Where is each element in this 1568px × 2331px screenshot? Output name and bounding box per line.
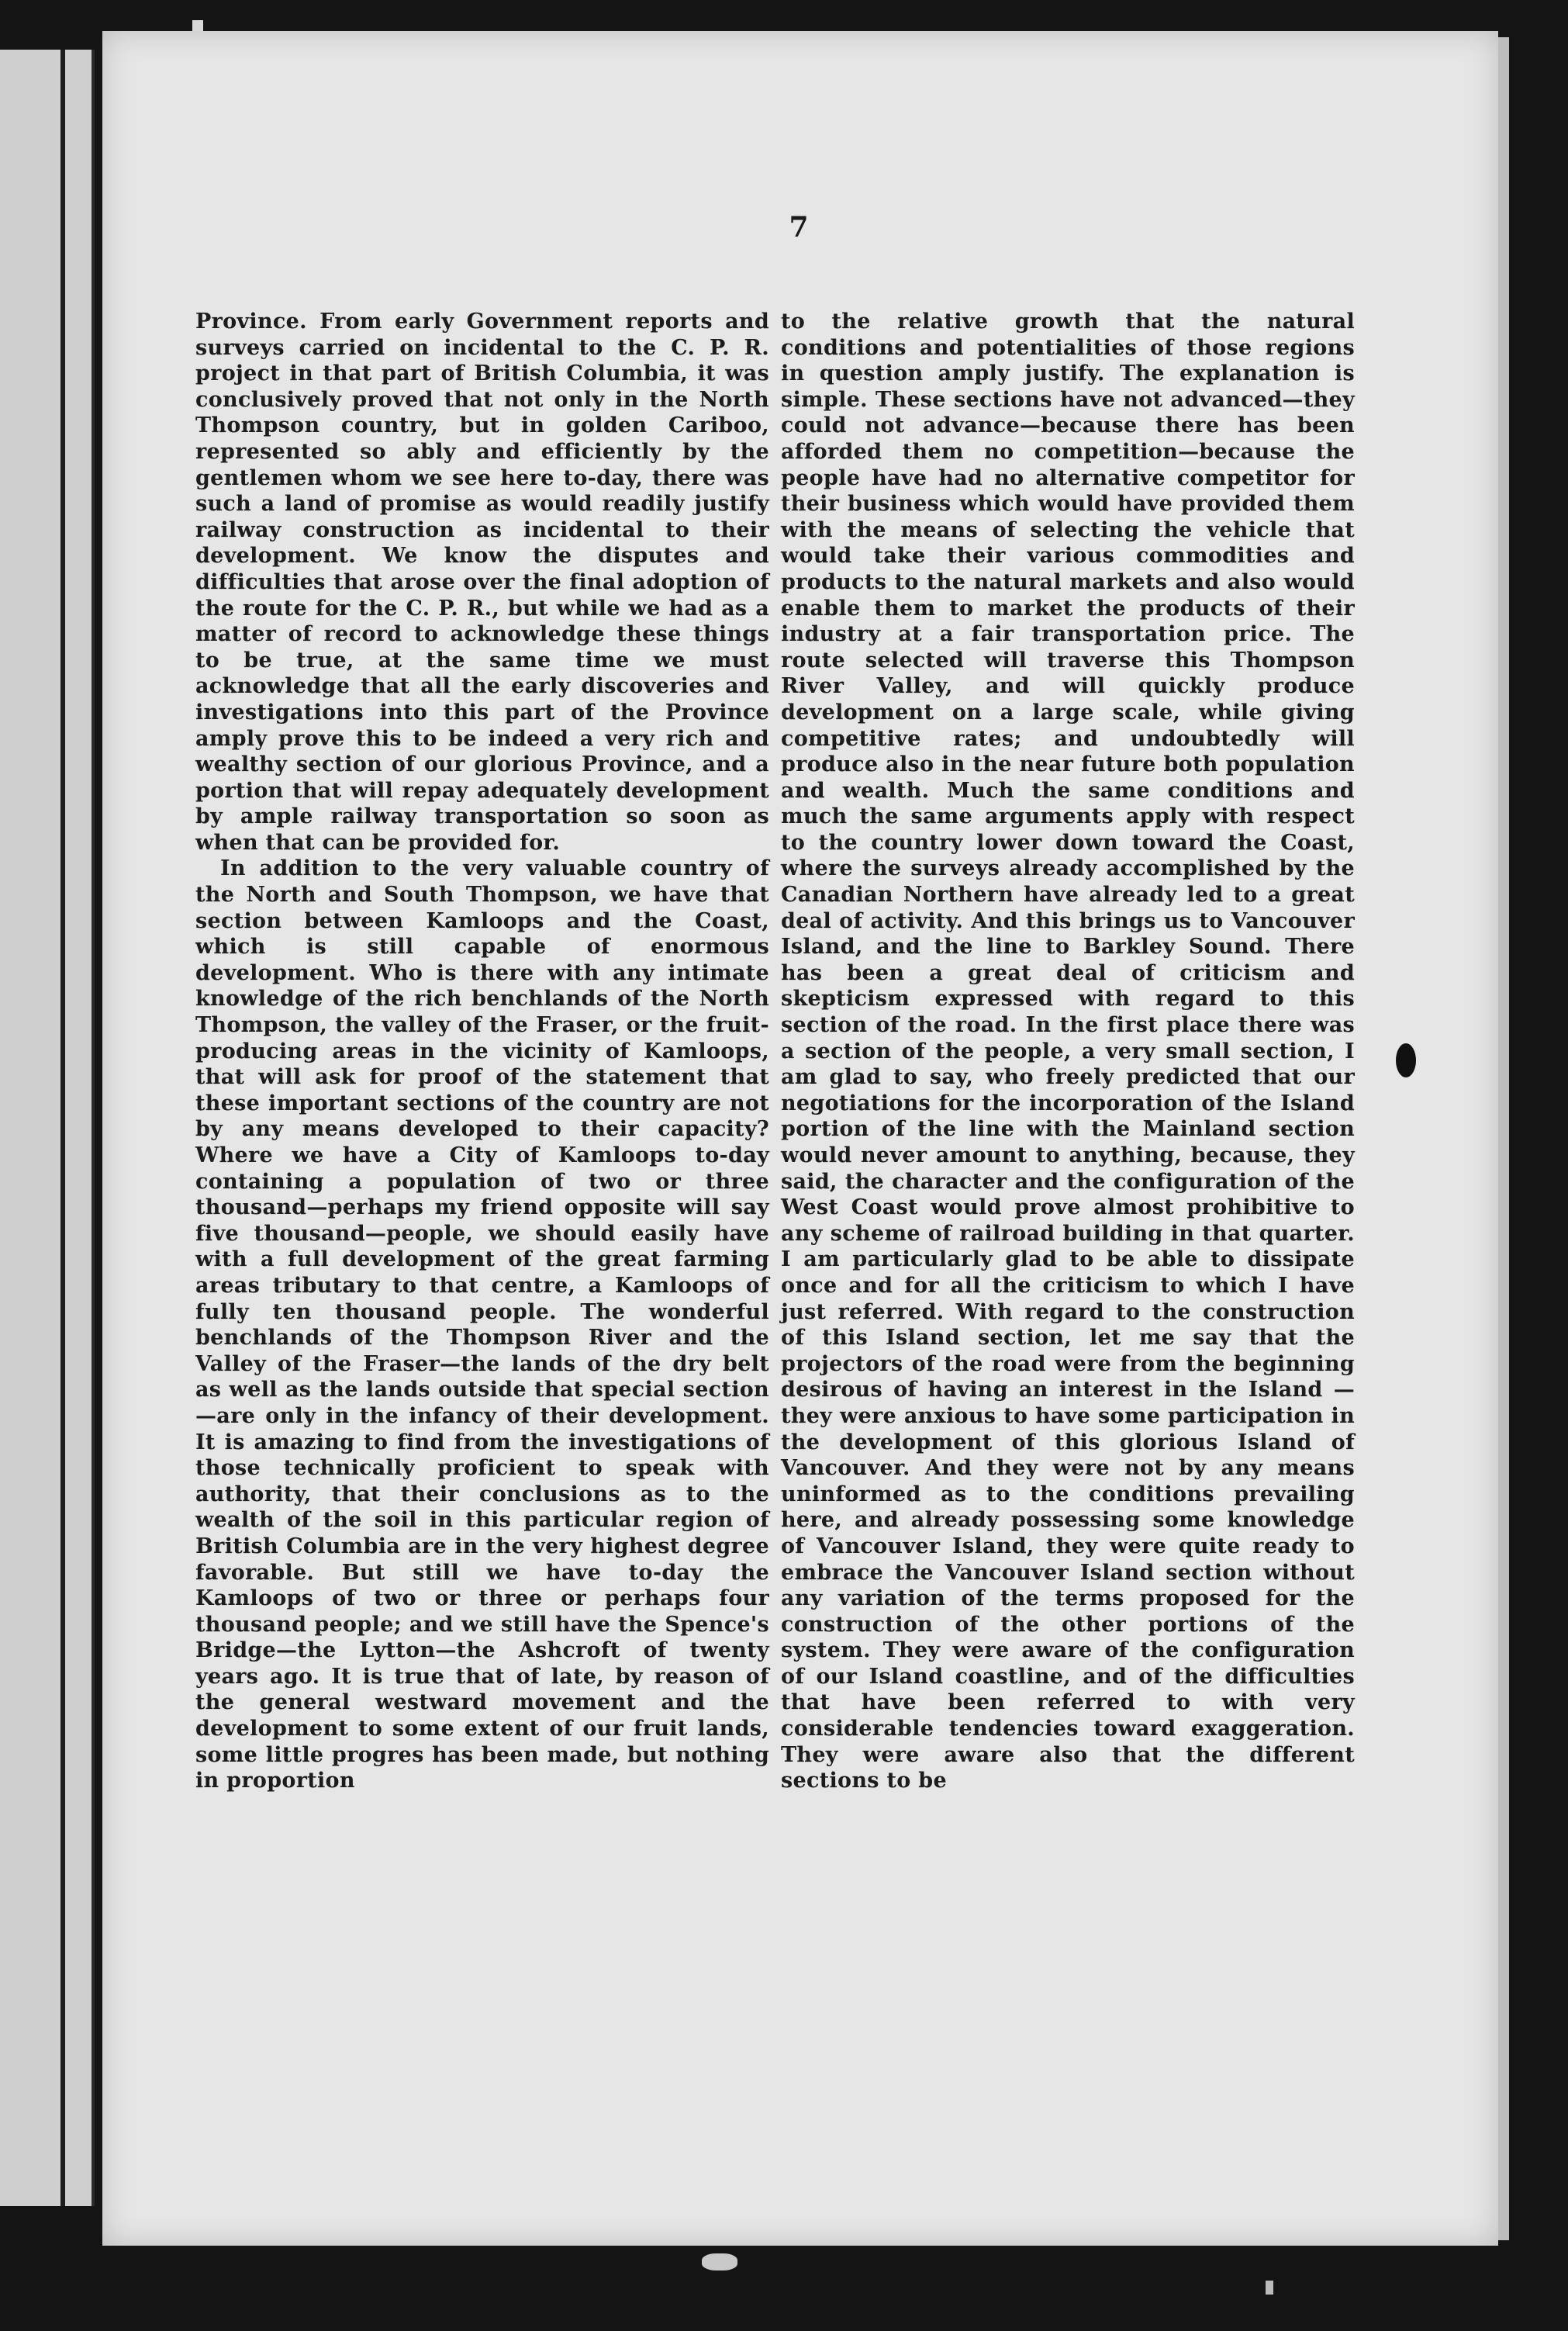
paragraph: to the relative growth that the natural conditions and potentialities of those regions in question amply justify. The explanation is simple. These sections have not advanced—they could not advance—because there has been afforded them no competition—because the people have had no alternative competitor for their business which would have provided them with the means of selecting the vehicle that would take their various commodities and products to the natural markets and also would enable them to market the products of their industry at a fair transportation price. The route selected will traverse this Thompson River Valley, and will quickly produce development on a large scale, while giving competitive rates; and undoubtedly will produce also in the near future both population and wealth. Much the same conditions and much the same arguments apply with respect to the country lower down toward the Coast, where the surveys already accomplished by the Canadian Northern have already led to a great deal of activity. And this brings us to Vancouver Island, and the line to Barkley Sound. There has been a great deal of criticism and skepticism expressed with regard to this section of the road. In the first place there was a section of the people, a very small section, I am glad to say, who freely predicted that our negotiations for the incorporation of the Island portion of the line with the Mainland section would never amount to anything, because, they said, the character and the configuration of the West Coast would prove almost prohibitive to any scheme of railroad building in that quarter. I am particularly glad to be able to dissipate once and for all the criticism to which I have just referred. With regard to the construction of this Island section, let me say that the projectors of the road were from the beginning desirous of having an interest in the Island — they were anxious to have some participation in the development of this glorious Island of Vancouver. And they were not by any means uninformed as to the conditions prevailing here, and already possessing some knowledge of Vancouver Island, they were quite ready to embrace the Vancouver Island section without any variation of the terms proposed for the construction of the other portions of the system. They were aware of the configuration of our Island coastline, and of the difficulties that have been referred to with very considerable tendencies toward exaggeration. They were aware also that the different sections to be	[781, 310, 1355, 1793]
paragraph: Province. From early Government reports and surveys carried on incidental to the C. P. R. project in that part of British Columbia, it was conclusively proved that not only in the North Thompson country, but in golden Cariboo, represented so ably and efficiently by the gentlemen whom we see here to-day, there was such a land of promise as would readily justify railway construction as incidental to their development. We know the disputes and difficulties that arose over the final adoption of the route for the C. P. R., but while we had as a matter of record to acknowledge these things to be true, at the same time we must acknowledge that all the early discoveries and investigations into this part of the Province amply prove this to be indeed a very rich and wealthy section of our glorious Province, and a portion that will repay adequately development by ample railway transportation so soon as when that can be provided for.	[195, 310, 769, 855]
left-text-column	[195, 309, 769, 1794]
previous-page-edge	[0, 50, 95, 2206]
paragraph: In addition to the very valuable country of the North and South Thompson, we have that section between Kamloops and the Coast, which is still capable of enormous development. Who is there with any intimate knowledge of the rich benchlands of the North Thompson, the valley of the Fraser, or the fruit-producing areas in the vicinity of Kamloops, that will ask for proof of the statement that these important sections of the country are not by any means developed to their capacity? Where we have a City of Kamloops to-day containing a population of two or three thousand—perhaps my friend opposite will say five thousand—people, we should easily have with a full development of the great farming areas tributary to that centre, a Kamloops of fully ten thousand people. The wonderful benchlands of the Thompson River and the Valley of the Fraser—the lands of the dry belt as well as the lands outside that special section—are only in the infancy of their development. It is amazing to find from the investigations of those technically proficient to speak with authority, that their conclusions as to the wealth of the soil in this particular region of British Columbia are in the very highest degree favorable. But still we have to-day the Kamloops of two or three or perhaps four thousand people; and we still have the Spence's Bridge—the Lytton—the Ashcroft of twenty years ago. It is true that of late, by reason of the general westward movement and the development to some extent of our fruit lands, some little progres has been made, but nothing in proportion	[195, 856, 769, 1793]
scan-smudge	[702, 2253, 737, 2270]
page-edge	[1498, 37, 1509, 2240]
page-number: 7	[789, 211, 809, 244]
scan-artifact	[1266, 2281, 1273, 2295]
document-page	[102, 31, 1498, 2246]
book-spine	[60, 50, 65, 2206]
right-text-column	[781, 309, 1355, 1794]
ink-blot	[1396, 1043, 1416, 1077]
